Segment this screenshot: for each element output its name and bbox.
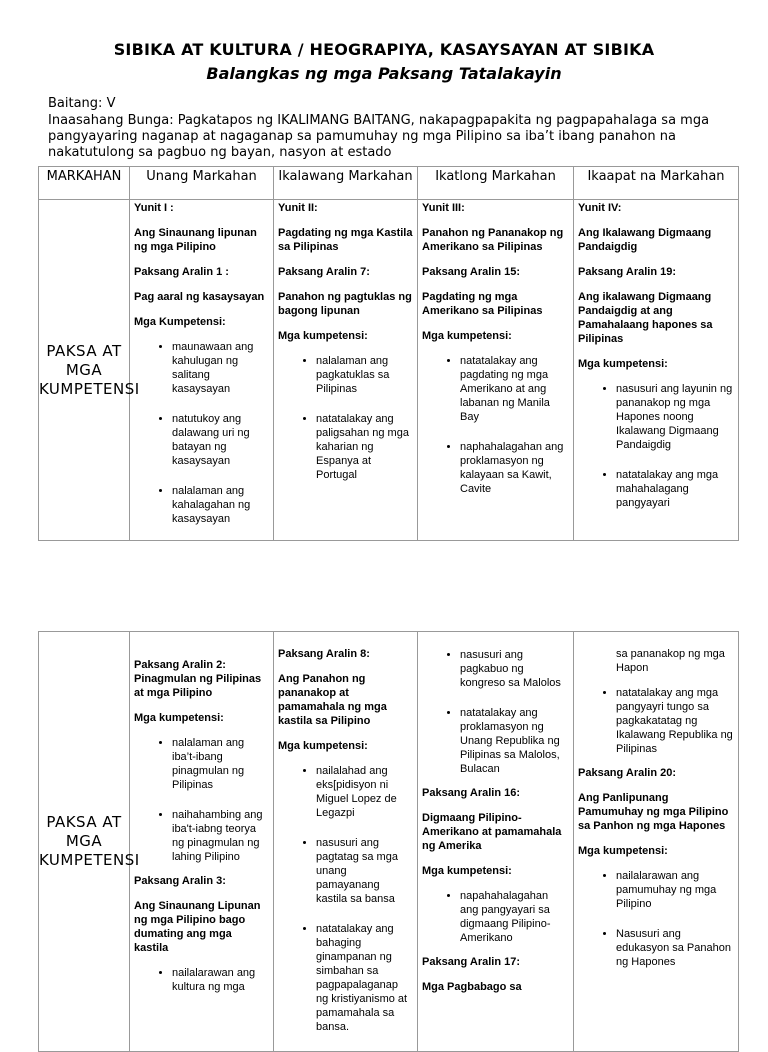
competency-list — [578, 382, 734, 510]
header-ikalawang-markahan: Ikalawang Markahan — [274, 167, 418, 200]
kumpetensi-label: Mga kumpetensi: — [278, 740, 368, 752]
aralin-label: Paksang Aralin 1 : — [134, 266, 229, 278]
competency-list — [422, 889, 569, 945]
list-item: • napahahalagahan ang pangyayari sa digmaang Pilipino-Amerikano — [460, 889, 569, 945]
cell-unang-markahan — [130, 632, 274, 1052]
list-item: • natatalakay ang proklamasyon ng Unang Republika ng Pilipinas sa Malolos, Bulacan — [460, 706, 569, 776]
header-markahan: MARKAHAN — [39, 167, 130, 200]
aralin-title: Mga Pagbabago sa — [422, 981, 522, 993]
cell-ikatlong-markahan — [418, 200, 574, 541]
list-item: • natutukoy ang dalawang uri ng batayan ng kasaysayan — [172, 412, 269, 468]
aralin-title: Digmaang Pilipino-Amerikano at pamamahala ng Amerika — [422, 812, 562, 852]
list-item: • nalalaman ang iba’t-ibang pinagmulan ng Pilipinas — [172, 736, 269, 792]
header-ikaapat-markahan: Ikaapat na Markahan — [574, 167, 739, 200]
cell-ikaapat-markahan — [574, 632, 739, 1052]
competency-list — [278, 354, 413, 482]
list-item: • naihahambing ang iba't-iabng teorya ng pinagmulan ng lahing Pilipino — [172, 808, 269, 864]
cell-ikalawang-markahan — [274, 632, 418, 1052]
competency-list — [134, 736, 269, 864]
list-item: • maunawaan ang kahulugan ng salitang kasaysayan — [172, 340, 269, 396]
grade-level: Baitang: V — [48, 96, 116, 111]
list-item: • natatalakay ang bahaging ginampanan ng simbahan sa pagpapalaganap ng kristiyanismo at pamamahala sa bansa. — [316, 922, 413, 1034]
aralin-label: Paksang Aralin 8: — [278, 648, 370, 660]
aralin-title: Ang ikalawang Digmaang Pandaigdig at ang Pamahalaang hapones sa Pilipinas — [578, 291, 713, 345]
kumpetensi-label: Mga kumpetensi: — [422, 330, 512, 342]
list-item: • nalalaman ang kahalagahan ng kasaysayan — [172, 484, 269, 526]
document-title: SIBIKA AT KULTURA / HEOGRAPIYA, KASAYSAYAN AT SIBIKA — [113, 40, 655, 59]
list-item: • nasusuri ang layunin ng pananakop ng mga Hapones noong Ikalawang Digmaang Pandaigdig — [616, 382, 734, 452]
aralin-label: Paksang Aralin 20: — [578, 767, 677, 779]
competency-list — [422, 354, 569, 496]
yunit-label: Yunit IV: — [578, 202, 622, 214]
aralin-label: Paksang Aralin 17: — [422, 956, 521, 968]
list-item: • nailalahad ang eks[pidisyon ni Miguel Lopez de Legazpi — [316, 764, 413, 820]
continued-item: sa pananakop ng mga Hapon — [616, 648, 725, 674]
aralin-label: Paksang Aralin 19: — [578, 266, 677, 278]
expected-outcome: Inaasahang Bunga: Pagkatapos ng IKALIMANG BAITANG, nakapagpapakita ng pagpapahalaga sa mga pangyayaring naganap at nagaganap sa pamumuhay ng mga Pilipino sa iba’t ibang panahon na nakatutulong sa pagbuo ng bayan, nasyon at estado — [48, 113, 710, 160]
list-item: • nalalaman ang pagkatuklas sa Pilipinas — [316, 354, 413, 396]
yunit-title: Ang Ikalawang Digmaang Pandaigdig — [578, 227, 712, 253]
curriculum-table-2 — [38, 631, 739, 1052]
row-label: PAKSA AT MGA KUMPETENSI — [39, 632, 130, 1052]
kumpetensi-label: Mga kumpetensi: — [422, 865, 512, 877]
aralin-title: Ang Sinaunang Lipunan ng mga Pilipino bago dumating ang mga kastila — [134, 900, 261, 954]
kumpetensi-label: Mga kumpetensi: — [134, 712, 224, 724]
competency-list — [134, 340, 269, 526]
cell-ikaapat-markahan — [574, 200, 739, 541]
aralin-title: Ang Panahon ng pananakop at pamamahala ng mga kastila sa Pilipino — [278, 673, 387, 727]
list-item: • naphahalagahan ang proklamasyon ng kalayaan sa Kawit, Cavite — [460, 440, 569, 496]
kumpetensi-label: Mga Kumpetensi: — [134, 316, 226, 328]
aralin-label: Paksang Aralin 16: — [422, 787, 521, 799]
aralin-title: Panahon ng pagtuklas ng bagong lipunan — [278, 291, 412, 317]
list-item: • nailalarawan ang pamumuhay ng mga Pilipino — [616, 869, 734, 911]
list-item: • natatalakay ang mga mahahalagang pangyayari — [616, 468, 734, 510]
document-subtitle: Balangkas ng mga Paksang Tatalakayin — [206, 64, 562, 83]
kumpetensi-label: Mga kumpetensi: — [578, 358, 668, 370]
yunit-label: Yunit I : — [134, 202, 174, 214]
aralin-title: Pagdating ng mga Amerikano sa Pilipinas — [422, 291, 543, 317]
header-unang-markahan: Unang Markahan — [130, 167, 274, 200]
list-item: • natatalakay ang mga pangyayri tungo sa pagkakatatag ng Ikalawang Republika ng Pilipinas — [616, 686, 734, 756]
yunit-title: Ang Sinaunang lipunan ng mga Pilipino — [134, 227, 257, 253]
aralin-label: Paksang Aralin 3: — [134, 875, 226, 887]
list-item: • natatalakay ang paligsahan ng mga kaharian ng Espanya at Portugal — [316, 412, 413, 482]
competency-list — [134, 966, 269, 994]
list-item: • natatalakay ang pagdating ng mga Amerikano at ang labanan ng Manila Bay — [460, 354, 569, 424]
cell-unang-markahan — [130, 200, 274, 541]
list-item: • Nasusuri ang edukasyon sa Panahon ng Hapones — [616, 927, 734, 969]
kumpetensi-label: Mga kumpetensi: — [278, 330, 368, 342]
aralin-title: Pag aaral ng kasaysayan — [134, 291, 265, 303]
curriculum-table-1 — [38, 166, 739, 541]
yunit-label: Yunit II: — [278, 202, 318, 214]
competency-list — [578, 686, 734, 756]
yunit-title: Panahon ng Pananakop ng Amerikano sa Pilipinas — [422, 227, 564, 253]
row-label: PAKSA AT MGA KUMPETENSI — [39, 200, 130, 541]
kumpetensi-label: Mga kumpetensi: — [578, 845, 668, 857]
yunit-title: Pagdating ng mga Kastila sa Pilipinas — [278, 227, 413, 253]
yunit-label: Yunit III: — [422, 202, 465, 214]
cell-ikalawang-markahan — [274, 200, 418, 541]
list-item: • nasusuri ang pagkabuo ng kongreso sa Malolos — [460, 648, 569, 690]
aralin-title: Ang Panlipunang Pamumuhay ng mga Pilipino sa Panhon ng mga Hapones — [578, 792, 729, 832]
aralin-label: Paksang Aralin 2: Pinagmulan ng Pilipinas at mga Pilipino — [134, 659, 262, 699]
competency-list — [278, 764, 413, 1034]
list-item: • nailalarawan ang kultura ng mga — [172, 966, 269, 994]
competency-list — [422, 648, 569, 776]
competency-list — [578, 869, 734, 969]
header-ikatlong-markahan: Ikatlong Markahan — [418, 167, 574, 200]
aralin-label: Paksang Aralin 7: — [278, 266, 370, 278]
list-item: • nasusuri ang pagtatag sa mga unang pamayanang kastila sa bansa — [316, 836, 413, 906]
cell-ikatlong-markahan — [418, 632, 574, 1052]
aralin-label: Paksang Aralin 15: — [422, 266, 521, 278]
